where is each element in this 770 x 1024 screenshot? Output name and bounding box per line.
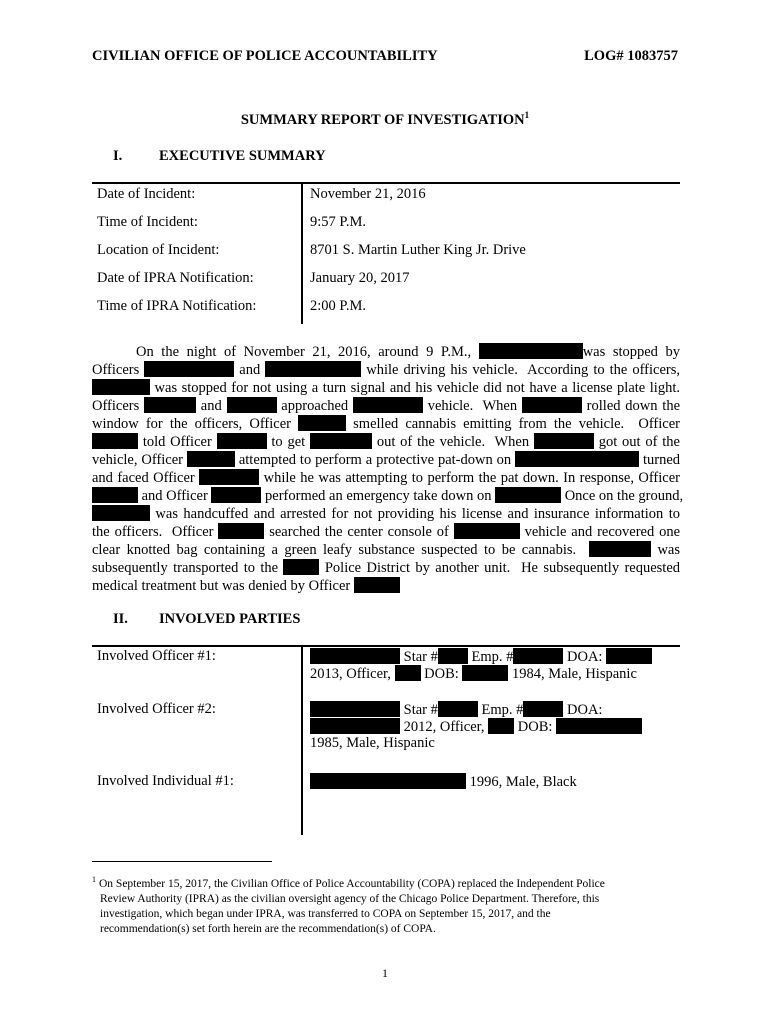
text-segment: smelled cannabis emitting from the vehicle. Officer [346,416,680,432]
parties-table-divider [301,645,303,835]
redaction-box [218,523,264,539]
party-label: Involved Officer #2: [97,701,216,717]
summary-label: Date of IPRA Notification: [97,270,254,286]
text-segment: approached [276,398,353,414]
summary-value: 2:00 P.M. [310,298,367,314]
redaction-box [310,701,400,717]
redaction-box [438,701,478,717]
text-segment: searched the center console of [264,524,454,540]
narrative-line [92,397,680,415]
redaction-box [92,379,150,395]
redaction-box [211,487,261,503]
text-segment: vehicle and recovered one [519,524,681,540]
text-segment: Star # [400,649,438,665]
party-detail-line [310,773,577,791]
text-segment: Once on the ground, [561,488,684,504]
redaction-box [310,773,466,789]
text-segment: and [196,398,227,414]
text-segment: DOA: [563,649,607,665]
redaction-box [310,648,400,664]
footnote-line [92,892,672,907]
text-segment: Officers [92,398,145,414]
narrative-line [92,505,680,523]
text-segment: 2013, Officer, [310,666,395,682]
text-segment: and faced Officer [92,470,200,486]
redaction-box [523,701,563,717]
summary-value: January 20, 2017 [310,270,410,286]
redaction-box [479,343,583,359]
narrative-line [92,541,680,559]
footnote-separator [92,861,272,862]
party-detail-line [310,735,435,752]
summary-value: November 21, 2016 [310,186,426,202]
redaction-box [199,469,259,485]
summary-table-divider [301,182,303,324]
text-segment: got out of the [593,434,680,450]
header-org: CIVILIAN OFFICE OF POLICE ACCOUNTABILITY [92,48,438,64]
summary-value: 8701 S. Martin Luther King Jr. Drive [310,242,526,258]
redaction-box [534,433,594,449]
text-segment: was handcuffed and arrested for not providing his license and insurance information to [150,506,680,522]
redaction-box [488,718,514,734]
footnote [92,872,672,937]
text-segment: Officers [92,362,145,378]
redaction-box [144,397,196,413]
narrative-line [92,487,684,505]
page-number: 1 [382,966,388,980]
text-segment: performed an emergency take down on [261,488,496,504]
text-segment: Star # [400,702,438,718]
redaction-box [310,433,372,449]
text-segment: 1984, Male, Hispanic [508,666,637,682]
text-segment: 1985, Male, Hispanic [310,735,435,751]
text-segment: Emp. # [467,649,514,665]
narrative-line [92,577,680,595]
text-segment: and Officer [138,488,212,504]
text-segment: was stopped by [582,344,680,360]
redaction-box [522,397,582,413]
text-segment: subsequently transported to the [92,560,284,576]
footnote-line [92,907,672,922]
text-segment: Emp. # [477,702,524,718]
redaction-box [144,361,234,377]
narrative-line [92,559,680,577]
text-segment: clear knotted bag containing a green leafy substance suspected to be cannabis. [92,542,590,558]
summary-label: Location of Incident: [97,242,220,258]
narrative-line [92,451,680,469]
redaction-box [92,505,150,521]
party-detail-line [310,701,602,719]
narrative-paragraph [92,343,684,595]
narrative-line [92,433,680,451]
footnote-line [92,872,672,892]
summary-value: 9:57 P.M. [310,214,367,230]
text-segment: attempted to perform a protective pat-down on [234,452,516,468]
redaction-box [513,648,563,664]
text-segment: turned [639,452,681,468]
header-log-number: LOG# 1083757 [584,48,678,64]
redaction-box [462,665,508,681]
report-title-text: SUMMARY REPORT OF INVESTIGATION [240,112,525,128]
text-segment: was [651,542,680,558]
text-segment: On the night of November 21, 2016, around 9 P.M., [136,344,479,360]
section-2-title: INVOLVED PARTIES [159,611,301,627]
narrative-line [92,469,680,487]
summary-table-top-rule [92,182,680,184]
text-segment: Review Authority (IPRA) as the civilian oversight agency of the Chicago Police Department. Therefore, this [100,892,600,905]
section-1-number: I. [113,148,123,164]
text-segment: rolled down the [581,398,681,414]
redaction-box [187,451,235,467]
text-segment: vehicle, Officer [92,452,187,468]
text-segment: was stopped for not using a turn signal and his vehicle did not have a license plate light. [150,380,680,396]
redaction-box [217,433,267,449]
redaction-box [395,665,421,681]
narrative-line [92,523,680,541]
text-segment: window for the officers, Officer [92,416,299,432]
text-segment: told Officer [138,434,217,450]
text-segment: On September 15, 2017, the Civilian Office of Police Accountability (COPA) replaced the Independent Police [99,877,605,890]
summary-label: Time of Incident: [97,214,198,230]
redaction-box [227,397,277,413]
redaction-box [298,415,346,431]
text-segment: while he was attempting to perform the pat down. In response, Officer [259,470,680,486]
footnote-number: 1 [92,875,96,884]
redaction-box [606,648,652,664]
text-segment: DOA: [563,702,603,718]
text-segment: 2012, Officer, [400,719,489,735]
summary-label: Time of IPRA Notification: [97,298,257,314]
party-detail-line [310,648,652,666]
narrative-line [92,343,680,361]
text-segment: medical treatment but was denied by Officer [92,578,354,594]
redaction-box [515,451,639,467]
narrative-line [92,361,680,379]
redaction-box [283,559,319,575]
text-segment: while driving his vehicle. According to the officers, [361,362,680,378]
section-2-number: II. [113,611,128,627]
parties-table-top-rule [92,645,680,647]
text-segment: the officers. Officer [92,524,219,540]
text-segment: DOB: [514,719,557,735]
redaction-box [454,523,520,539]
party-label: Involved Individual #1: [97,773,234,789]
section-1-title: EXECUTIVE SUMMARY [159,148,326,164]
redaction-box [556,718,642,734]
text-segment: 1996, Male, Black [466,774,577,790]
title-footnote-ref: 1 [524,110,530,120]
party-detail-line [310,665,637,683]
redaction-box [92,433,138,449]
redaction-box [495,487,561,503]
redaction-box [589,541,651,557]
text-segment: out of the vehicle. When [372,434,534,450]
text-segment: DOB: [420,666,463,682]
party-label: Involved Officer #1: [97,648,216,664]
redaction-box [265,361,361,377]
text-segment: vehicle. When [422,398,522,414]
party-detail-line [310,718,642,736]
redaction-box [438,648,468,664]
narrative-line [92,379,680,397]
redaction-box [354,577,400,593]
text-segment: Police District by another unit. He subsequently requested [319,560,681,576]
text-segment: investigation, which began under IPRA, was transferred to COPA on September 15, 2017, and the [100,907,551,920]
report-title [0,112,770,129]
redaction-box [92,487,138,503]
text-segment: to get [266,434,311,450]
footnote-line [92,922,672,937]
redaction-box [353,397,423,413]
text-segment: and [234,362,266,378]
summary-label: Date of Incident: [97,186,196,202]
redaction-box [310,718,400,734]
text-segment: recommendation(s) set forth herein are the recommendation(s) of COPA. [100,922,436,935]
narrative-line [92,415,680,433]
